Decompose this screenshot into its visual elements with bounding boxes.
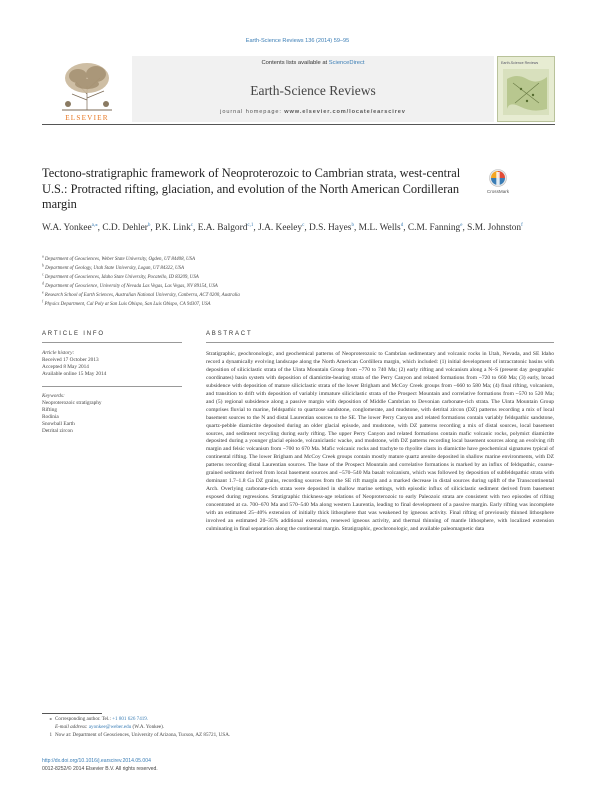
journal-banner [132,56,494,122]
affiliation-item: $^e$ Research School of Earth Sciences, Australian National University, Canberra, ACT 0200, Australia [42,290,240,298]
present-address: Now at: Department of Geosciences, University of Arizona, Tucson, AZ 85721, USA. [55,731,231,738]
author-name[interactable]: J.A. Keeley$^c$ [258,223,305,233]
abstract-heading: ABSTRACT [206,331,253,337]
author-name[interactable]: S.M. Johnston$^f$ [467,223,523,233]
journal-citation[interactable]: Earth-Science Reviews 136 (2014) 59–95 [245,38,350,44]
affiliation-item: $^f$ Physics Department, Cal Poly at San Luis Obispo, San Luis Obispo, CA 94307, USA [42,298,211,307]
homepage-url[interactable]: www.elsevier.com/locate/earscirev [284,109,406,115]
corresponding-label: Corresponding author. Tel.: [55,716,113,722]
affiliation-item: $^c$ Department of Geosciences, Idaho State University, Pocatello, ID 83209, USA [42,272,199,280]
keyword-item: Neoproterozoic stratigraphy [42,400,102,407]
abstract-text: Stratigraphic, geochronologic, and geochemical patterns of Neoproterozoic to Cambrian sedimentary and volcanic rocks in Utah, Nevada, and SE Idaho record a dynamically evolving landscape along the North American Cordillera margin, which included: (1) initial development of intracratonic basins with deposition of siliciclastic strata of the Uinta Mountain Group from ~770 to 740 Ma; (2) early rifting and volcanism along a N–S (present day geographic coordinates) basin system with deposition of diamictite-bearing strata of the Perry Canyon and related formations from ~720 to 660 Ma; (3) early, broad subsidence with deposition of mature siliciclastic strata of the lower Brigham and McCoy Creek groups from ~660 to 580 Ma; (4) final rifting, volcanism, and transition to drift with deposition of variably immature siliciclastic strata of the Prospect Mountain and correlative formations from ~570 to 520 Ma; and (5) regional subsidence along a passive margin with deposition of Middle Cambrian to Devonian carbonate-rich strata. The Uinta Mountain Group comprises fluvial to marine, feldspathic to quartzose sandstone, conglomerate, and mudstone, with detrital zircon (DZ) patterns recording a mix of local basement sources to the N and distal Laurentian sources to the SE. The lower Perry Canyon and related formations contain variably feldspathic sandstone, quartz-pebble diamictite deposited during an older glacial episode, and mudstone, with DZ patterns recording a mix of distal sources, local basement sources, and sediment recycling during early rifting. The upper Perry Canyon and related formations contain mafic volcanic rocks, polymict diamictite deposited during a younger glacial episode, volcaniclastic wacke, and mudstone, with DZ patterns recording local basement sources along an evolving rift margin and felsic volcanism from ~700 to 670 Ma. Mafic volcanic rocks and trachyte to rhyolite clasts in diamictite have geochemical signatures typical of continental rifting. The lower Brigham and McCoy Creek groups contain mostly mature quartz arenite deposited in shallow marine environments, with DZ patterns recording distal Laurentian sources. The base of the Prospect Mountain and correlative formations is marked by an influx of feldspathic, coarse-grained sediment derived from local basement sources and ~570–540 Ma basalt volcanism, which was followed by deposition of subfeldspathic strata with dominant 1.7–1.8 Ga DZ grains, recording sources from the SE rift margin and a marked decrease in distal sources during uplift of the Transcontinental Arch. Overlying carbonate-rich strata were deposited in shallow marine settings, with episodic influx of siliciclastic sediment derived from basement exposed during regressions. Stratigraphic thickness-age relations of Neoproterozoic to early Paleozoic strata are consistent with two episodes of rifting concentrated at ca. 700–670 Ma and 570–540 Ma along western Laurentia, leading to final development of a passive margin. Early rifting was incomplete with an estimated 25–40% extension of initially thick lithosphere that was weakened by igneous activity. Final rifting of previously thinned lithosphere involved an estimated 20–35% additional extension, renewed igneous activity, and thermal thinning of mantle lithosphere, with localized extension culminating in final separation along the continental margin. Stratigraphic, geochronologic, and available paleomagnetic data [206,351,554,532]
copyright-line: 0012-8252/© 2014 Elsevier B.V. All rights reserved. [42,765,158,772]
footnotes [42,716,542,739]
doi-link[interactable]: http://dx.doi.org/10.1016/j.earscirev.2014.05.004 [42,758,151,764]
author-name[interactable]: C.D. Dehler$^b$ [102,223,151,233]
keyword-item: Detrital zircon [42,428,73,435]
sciencedirect-link[interactable]: ScienceDirect [328,60,365,66]
article-info-divider [42,342,182,343]
footnote-divider [42,713,102,714]
publication-footer [42,758,542,774]
author-affiliation-mark[interactable]: b [351,223,354,228]
history-received: Received 17 October 2013 [42,357,99,364]
affiliation-item: $^a$ Department of Geosciences, Weber State University, Ogden, UT 84408, USA [42,254,195,262]
contents-prefix: Contents lists available at [261,60,329,66]
article-title: Tectono-stratigraphic framework of Neoproterozoic to Cambrian strata, west-central U.S.: Protracted rifting, glaciation, and evolution of the North American Cordilleran margin [42,166,461,212]
email-note [42,724,542,732]
email-suffix: (W.A. Yonkee). [131,723,165,730]
contents-line [132,60,494,66]
elsevier-logo[interactable] [42,56,132,122]
author-list: W.A. Yonkee$^{a,⁎}$, C.D. Dehler$^b$, P.K. Link$^c$, E.A. Balgord$^{c,1}$, J.A. Keeley$^c$, D.S. Hayes$^b$, M.L. Wells$^d$, C.M. Fanning$^e$, S.M. Johnston$^f$ [42,223,523,233]
corresponding-phone-link[interactable]: +1 801 626 7419. [112,716,149,722]
journal-cover-thumbnail [497,56,555,122]
crossmark-label: CrossMark [486,189,510,194]
abstract-divider [206,342,554,343]
article-history [42,350,182,378]
journal-name: Earth-Science Reviews [250,83,376,98]
author-affiliation-mark[interactable]: d [400,223,404,228]
corresponding-author-note: ⁎ Corresponding author. Tel.: +1 801 626 7419. [49,716,149,722]
cover-title: Earth-Science Reviews [501,61,539,65]
affiliation-list [42,256,552,309]
author-affiliation-mark[interactable]: b [147,223,151,228]
history-online: Available online 15 May 2014 [42,371,107,378]
cover-map-icon [503,69,549,115]
email-link[interactable]: ayonkee@weber.edu [88,723,132,730]
author-name[interactable]: D.S. Hayes$^b$ [309,223,354,233]
keyword-item: Snowball Earth [42,421,75,428]
keywords-label: Keywords: [42,393,65,399]
author-name[interactable]: M.L. Wells$^d$ [358,223,404,233]
author-name[interactable]: W.A. Yonkee$^{a,⁎}$ [42,223,98,233]
crossmark-icon [478,168,518,190]
author-affiliation-mark[interactable]: c [302,223,305,228]
author-affiliation-mark[interactable]: f [521,223,523,228]
journal-header [42,56,555,125]
homepage-label: journal homepage: [220,109,282,115]
journal-homepage[interactable] [132,109,494,115]
keywords [42,393,182,436]
history-divider [42,386,182,387]
history-label: Article history: [42,350,75,356]
author-name[interactable]: P.K. Link$^c$ [155,223,193,233]
email-label: E-mail address: [55,723,89,730]
elsevier-tree-icon [54,58,120,112]
publisher-name: ELSEVIER [65,114,109,122]
crossmark-badge[interactable] [478,168,518,200]
author-affiliation-mark[interactable]: e [460,223,463,228]
author-affiliation-mark[interactable]: c [190,223,193,228]
affiliation-item: $^b$ Department of Geology, Utah State University, Logan, UT 84322, USA [42,263,184,271]
author-name[interactable]: E.A. Balgord$^{c,1}$ [197,223,254,233]
author-name[interactable]: C.M. Fanning$^e$ [407,223,463,233]
author-affiliation-mark[interactable]: c,1 [247,223,254,228]
affiliation-item: $^d$ Department of Geoscience, University of Nevada Las Vegas, Las Vegas, NV 89154, USA [42,281,218,289]
present-address-note: 1 Now at: Department of Geosciences, University of Arizona, Tucson, AZ 85721, USA. [49,731,231,738]
keyword-item: Rodinia [42,414,59,421]
keyword-item: Rifting [42,407,58,414]
article-info-heading: ARTICLE INFO [42,331,105,337]
author-affiliation-mark[interactable]: a,⁎ [91,223,98,228]
history-accepted: Accepted 8 May 2014 [42,364,89,371]
